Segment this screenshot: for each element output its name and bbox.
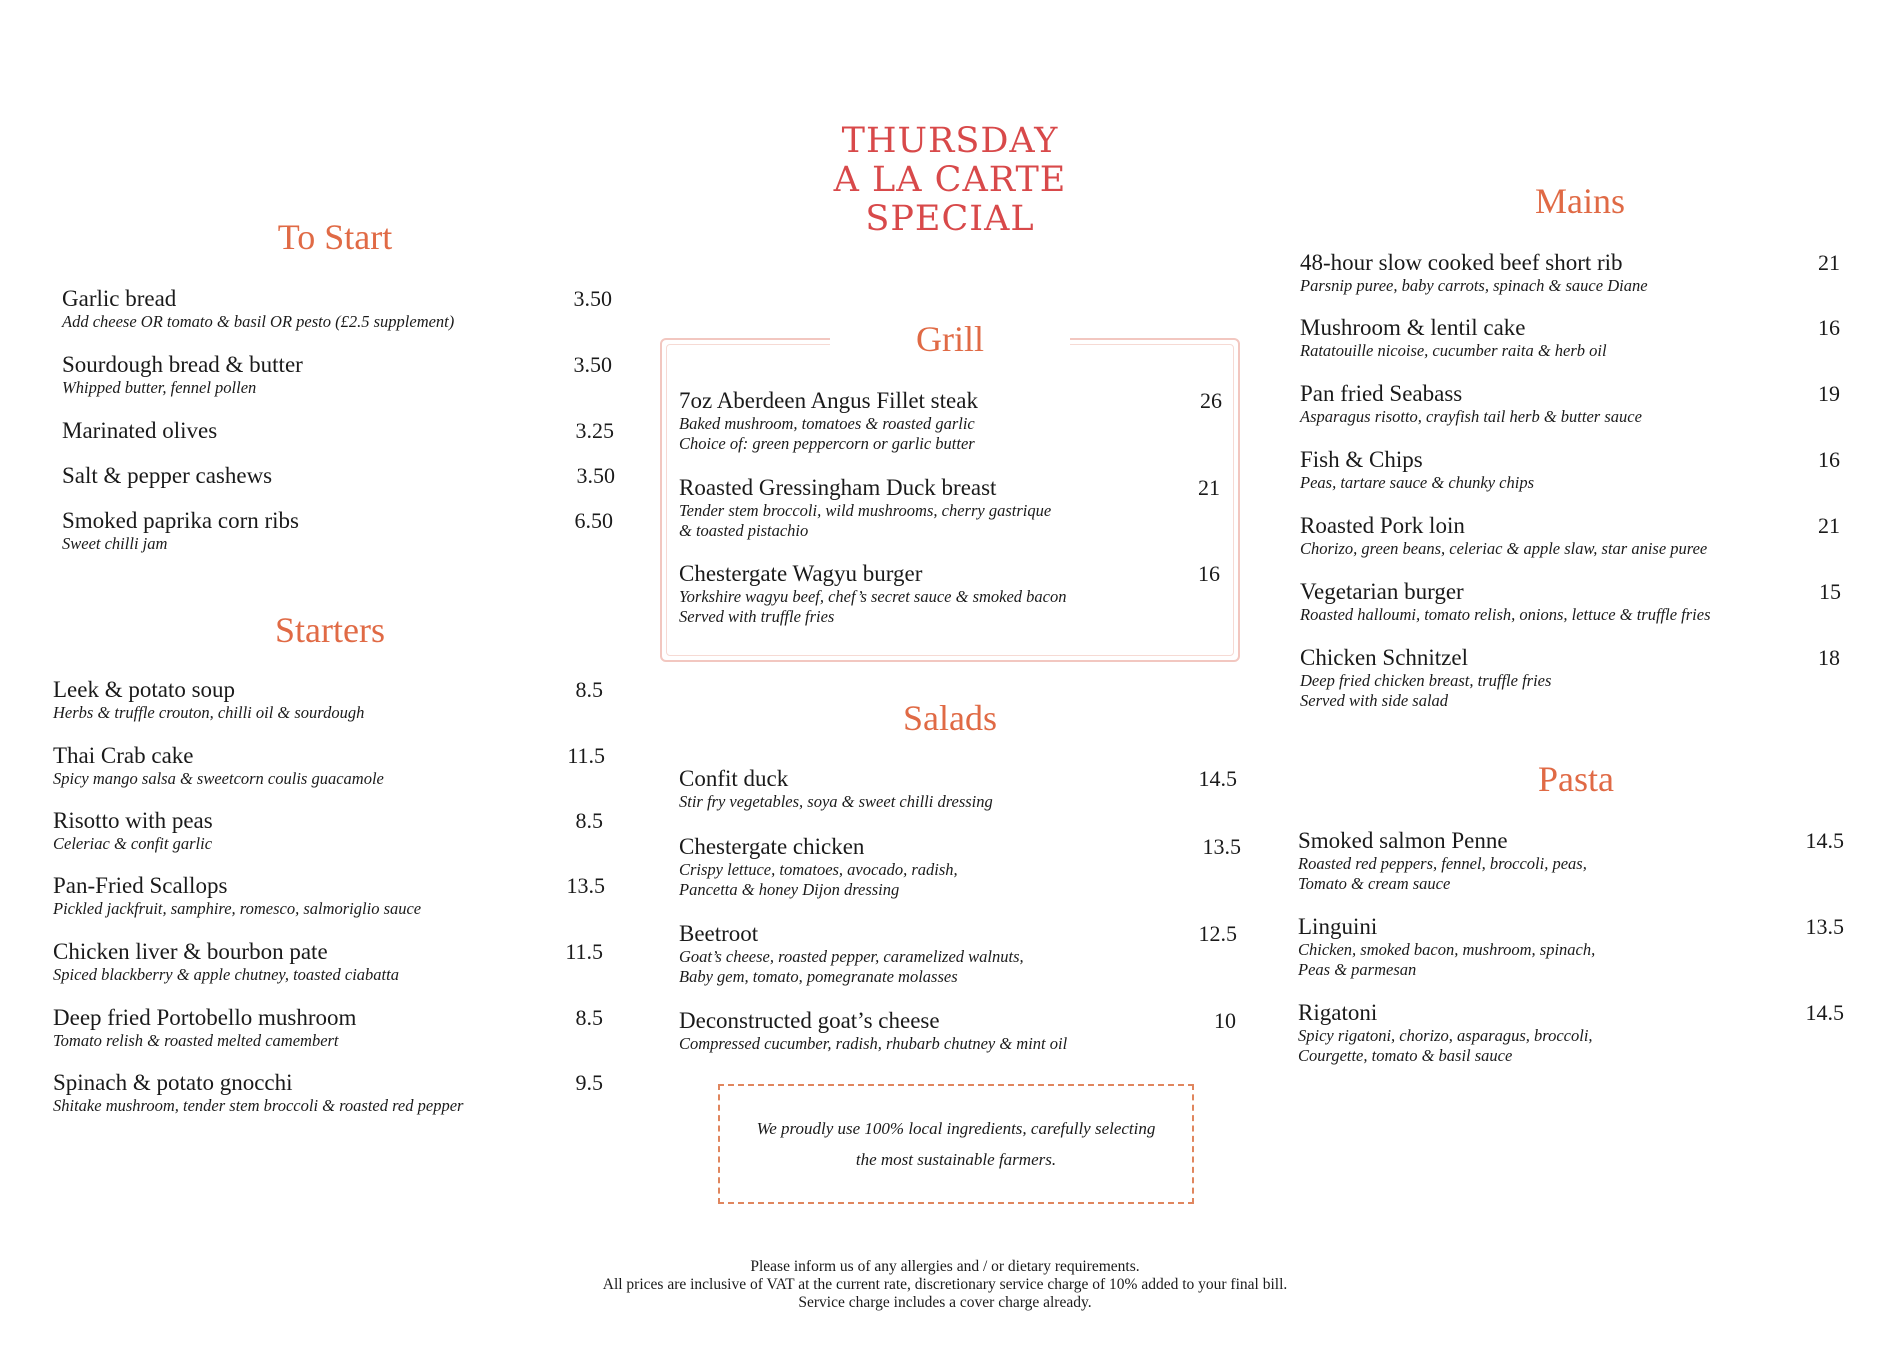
item-name: Leek & potato soup (53, 677, 236, 702)
item-desc: Peas & parmesan (1298, 960, 1417, 979)
item-price: 26 (1200, 388, 1222, 413)
item-price: 3.50 (573, 286, 612, 311)
item-desc: Parsnip puree, baby carrots, spinach & sauce Diane (1300, 276, 1648, 295)
menu-item (1300, 513, 1840, 559)
item-desc: Shitake mushroom, tender stem broccoli & roasted red pepper (53, 1096, 464, 1115)
item-desc: Goat’s cheese, roasted pepper, caramelized walnuts, (679, 947, 1024, 966)
menu-item (62, 463, 615, 489)
menu-item (1300, 447, 1840, 493)
item-desc: Add cheese OR tomato & basil OR pesto (£2.5 supplement) (62, 312, 455, 331)
item-name: Beetroot (679, 921, 759, 946)
menu-item (62, 508, 613, 554)
item-desc: Whipped butter, fennel pollen (62, 378, 257, 397)
menu-item (53, 808, 603, 854)
item-price: 13.5 (1202, 834, 1241, 859)
item-desc: Sweet chilli jam (62, 534, 168, 553)
item-price: 10 (1214, 1008, 1236, 1033)
item-name: Rigatoni (1298, 1000, 1378, 1025)
item-name: Smoked paprika corn ribs (62, 508, 299, 533)
item-desc: Roasted halloumi, tomato relish, onions, lettuce & truffle fries (1300, 605, 1711, 624)
item-name: Risotto with peas (53, 808, 213, 833)
to-start-heading: To Start (277, 217, 393, 257)
mains-heading: Mains (1535, 181, 1625, 221)
item-name: Mushroom & lentil cake (1300, 315, 1526, 340)
item-desc: Celeriac & confit garlic (53, 834, 213, 853)
item-desc: Tomato & cream sauce (1298, 874, 1451, 893)
item-name: Confit duck (679, 766, 789, 791)
item-price: 21 (1198, 475, 1220, 500)
menu-item (53, 1005, 603, 1051)
item-desc: Baby gem, tomato, pomegranate molasses (679, 967, 958, 986)
item-desc: Roasted red peppers, fennel, broccoli, peas, (1298, 854, 1587, 873)
item-desc: Pancetta & honey Dijon dressing (679, 880, 900, 899)
menu-item (53, 677, 603, 723)
menu-item (53, 743, 605, 789)
item-desc: Deep fried chicken breast, truffle fries (1300, 671, 1552, 690)
menu-item (1300, 250, 1840, 296)
footer-line-2: All prices are inclusive of VAT at the current rate, discretionary service charge of 10% added to your final bill. (602, 1276, 1288, 1293)
item-price: 8.5 (575, 1005, 603, 1030)
menu-item (679, 388, 1222, 454)
item-name: Roasted Gressingham Duck breast (679, 475, 997, 500)
item-price: 13.5 (1805, 914, 1844, 939)
item-desc: Ratatouille nicoise, cucumber raita & herb oil (1300, 341, 1607, 360)
menu-item (1300, 579, 1841, 625)
item-desc: Spicy mango salsa & sweetcorn coulis guacamole (53, 769, 384, 788)
item-price: 21 (1818, 250, 1840, 275)
item-price: 3.50 (576, 463, 615, 488)
item-desc: Spicy rigatoni, chorizo, asparagus, broccoli, (1298, 1026, 1593, 1045)
item-name: Chicken Schnitzel (1300, 645, 1468, 670)
menu-item (679, 561, 1220, 627)
menu-item (53, 939, 603, 985)
item-desc: Choice of: green peppercorn or garlic butter (679, 434, 975, 453)
item-price: 14.5 (1198, 766, 1237, 791)
item-price: 11.5 (567, 743, 605, 768)
menu-item (53, 1070, 603, 1116)
title-line-1: THURSDAY (841, 121, 1059, 161)
footer-notice (0, 1258, 1890, 1312)
item-desc: Yorkshire wagyu beef, chef’s secret sauce & smoked bacon (679, 587, 1067, 606)
item-price: 13.5 (566, 873, 605, 898)
menu-item (679, 921, 1237, 987)
menu-item (1298, 828, 1844, 894)
menu-item (1300, 381, 1840, 427)
item-desc: Stir fry vegetables, soya & sweet chilli dressing (679, 792, 993, 811)
item-name: 48-hour slow cooked beef short rib (1300, 250, 1623, 275)
item-name: Fish & Chips (1300, 447, 1423, 472)
item-name: 7oz Aberdeen Angus Fillet steak (679, 388, 978, 413)
sustainability-note (718, 1084, 1194, 1204)
salads-heading: Salads (903, 698, 997, 738)
item-name: Salt & pepper cashews (62, 463, 273, 488)
item-name: Sourdough bread & butter (62, 352, 303, 377)
item-desc: Tender stem broccoli, wild mushrooms, cherry gastrique (679, 501, 1052, 520)
menu-item (679, 475, 1220, 541)
item-desc: Compressed cucumber, radish, rhubarb chutney & mint oil (679, 1034, 1068, 1053)
item-name: Vegetarian burger (1300, 579, 1464, 604)
item-desc: Peas, tartare sauce & chunky chips (1300, 473, 1534, 492)
menu-item (62, 286, 612, 332)
menu-item (679, 1008, 1236, 1054)
item-price: 21 (1818, 513, 1840, 538)
item-price: 12.5 (1198, 921, 1237, 946)
item-name: Chestergate Wagyu burger (679, 561, 923, 586)
item-desc: Herbs & truffle crouton, chilli oil & sourdough (53, 703, 365, 722)
item-price: 3.25 (575, 418, 614, 443)
item-price: 6.50 (574, 508, 613, 533)
item-desc: Chicken, smoked bacon, mushroom, spinach, (1298, 940, 1596, 959)
menu-item (679, 766, 1237, 812)
item-desc: Chorizo, green beans, celeriac & apple slaw, star anise puree (1300, 539, 1708, 558)
menu-item (62, 418, 614, 444)
menu-item (62, 352, 612, 398)
menu-item (53, 873, 605, 919)
item-price: 9.5 (575, 1070, 603, 1095)
menu-item (1298, 1000, 1844, 1066)
item-desc: Pickled jackfruit, samphire, romesco, salmoriglio sauce (53, 899, 422, 918)
item-name: Marinated olives (62, 418, 218, 443)
item-desc: Spiced blackberry & apple chutney, toasted ciabatta (53, 965, 399, 984)
item-price: 14.5 (1805, 1000, 1844, 1025)
item-name: Deep fried Portobello mushroom (53, 1005, 357, 1030)
item-price: 8.5 (575, 677, 603, 702)
item-price: 18 (1818, 645, 1840, 670)
item-name: Thai Crab cake (53, 743, 194, 768)
item-price: 16 (1818, 447, 1840, 472)
item-price: 8.5 (575, 808, 603, 833)
menu-title (790, 122, 1110, 239)
item-desc: Asparagus risotto, crayfish tail herb & butter sauce (1300, 407, 1642, 426)
menu-item (679, 834, 1241, 900)
item-price: 3.50 (573, 352, 612, 377)
item-name: Chestergate chicken (679, 834, 865, 859)
grill-heading: Grill (916, 319, 984, 359)
item-name: Chicken liver & bourbon pate (53, 939, 328, 964)
item-desc: Served with truffle fries (679, 607, 835, 626)
item-price: 16 (1198, 561, 1220, 586)
item-price: 11.5 (565, 939, 603, 964)
pasta-heading: Pasta (1538, 759, 1614, 799)
item-name: Spinach & potato gnocchi (53, 1070, 293, 1095)
item-desc: Baked mushroom, tomatoes & roasted garlic (679, 414, 975, 433)
item-name: Smoked salmon Penne (1298, 828, 1508, 853)
starters-heading: Starters (275, 610, 385, 650)
menu-item (1300, 315, 1840, 361)
item-price: 15 (1819, 579, 1841, 604)
item-desc: Courgette, tomato & basil sauce (1298, 1046, 1513, 1065)
item-name: Roasted Pork loin (1300, 513, 1465, 538)
footer-line-3: Service charge includes a cover charge already. (798, 1294, 1092, 1311)
item-price: 14.5 (1805, 828, 1844, 853)
footer-line-1: Please inform us of any allergies and / or dietary requirements. (750, 1258, 1140, 1275)
item-desc: Served with side salad (1300, 691, 1449, 710)
item-desc: Crispy lettuce, tomatoes, avocado, radish, (679, 860, 958, 879)
item-name: Linguini (1298, 914, 1378, 939)
item-name: Garlic bread (62, 286, 177, 311)
menu-item (1298, 914, 1844, 980)
item-desc: & toasted pistachio (679, 521, 809, 540)
item-name: Deconstructed goat’s cheese (679, 1008, 940, 1033)
note-text: We proudly use 100% local ingredients, carefully selecting the most sustainable farmers. (756, 1119, 1156, 1169)
item-name: Pan fried Seabass (1300, 381, 1463, 406)
menu-item (1300, 645, 1840, 711)
item-price: 19 (1818, 381, 1840, 406)
item-name: Pan-Fried Scallops (53, 873, 228, 898)
item-desc: Tomato relish & roasted melted camembert (53, 1031, 339, 1050)
title-line-3: SPECIAL (865, 199, 1035, 239)
title-line-2: A LA CARTE (833, 160, 1067, 200)
item-price: 16 (1818, 315, 1840, 340)
